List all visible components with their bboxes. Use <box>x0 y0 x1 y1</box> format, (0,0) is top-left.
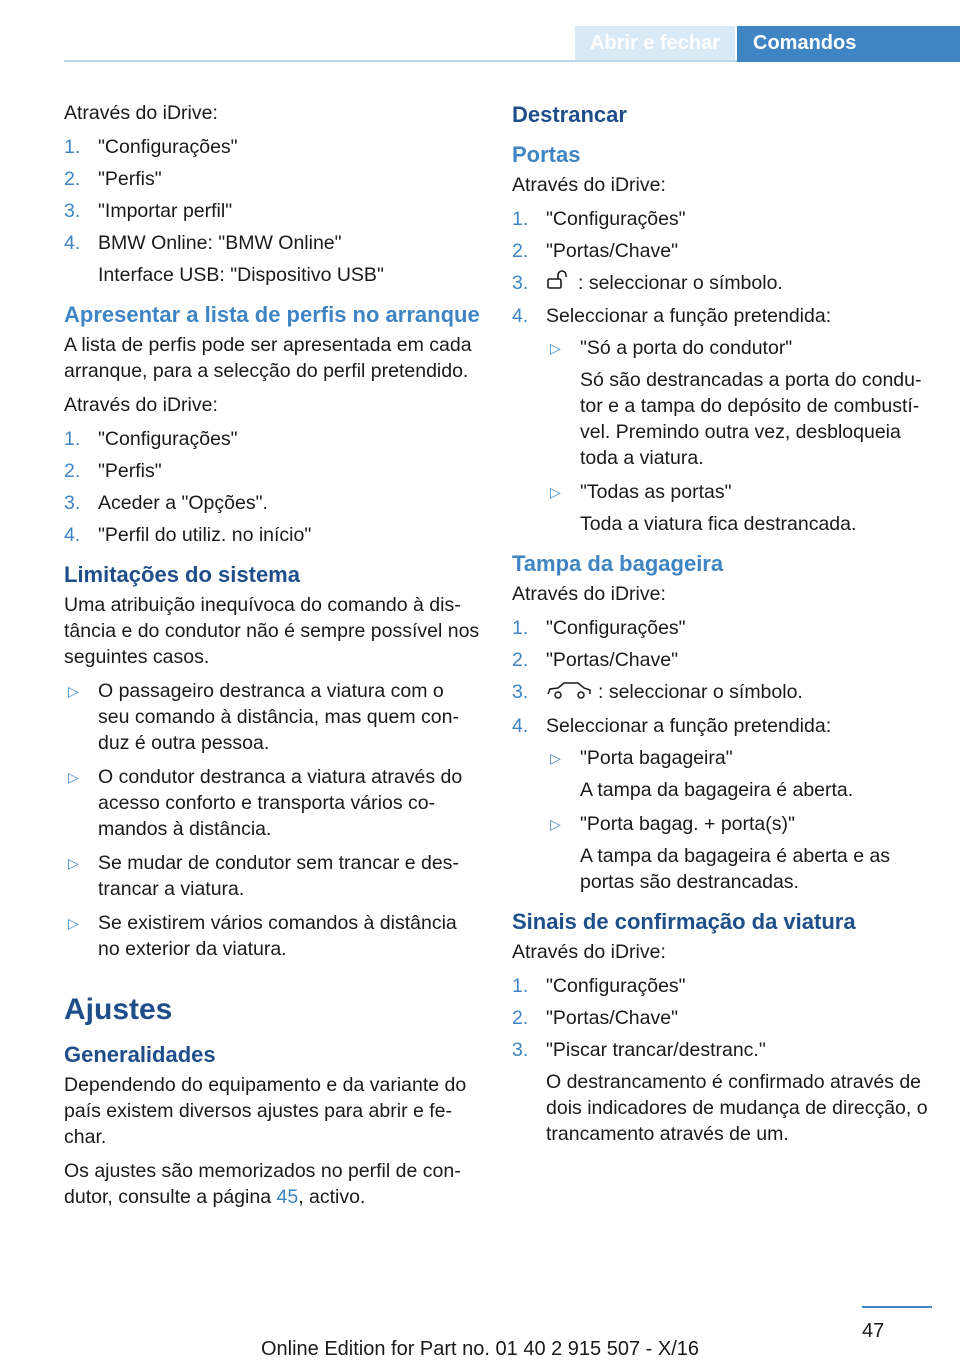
steps-list <box>64 426 480 548</box>
page-link[interactable]: 45 <box>276 1186 299 1208</box>
list-item: 1. "Configurações" <box>512 617 686 640</box>
section-heading: Destrancar <box>512 102 627 127</box>
list-item: ▷ O passageiro destranca a viatura com o seu comando à distância, mas quem conduz é outra pessoa. <box>68 680 459 754</box>
list-item: ▷ "Todas as portas" Toda a viatura fica destrancada. <box>550 481 857 536</box>
list-item: 4. Seleccionar a função pretendida: ▷ "Porta bagageira" A tampa da bagageira é aberta. ▷ "Porta bagag. + porta(s)" A tampa da bagageira é aberta e as portas são destrancadas. <box>512 713 932 895</box>
list-item: 2. "Perfis" <box>64 168 162 190</box>
page-number-rule <box>862 1306 932 1308</box>
list-item: 4. BMW Online: "BMW Online" Interface USB: "Dispositivo USB" <box>64 232 384 286</box>
list-item: ▷ "Porta bagageira" A tampa da bagageira é aberta. <box>550 746 854 801</box>
list-item: 3. "Importar perfil" <box>64 200 233 222</box>
subsection-heading: Portas <box>512 142 581 167</box>
list-item: 3. : seleccionar o símbolo. <box>512 679 932 706</box>
intro-text: Através do iDrive: <box>512 583 666 606</box>
list-item: 2. "Portas/Chave" <box>512 240 678 262</box>
list-item: ▷ Se existirem vários comandos à distância no exterior da viatura. <box>68 912 457 960</box>
list-item: 1. "Configurações" <box>64 136 238 158</box>
list-item: 1. "Configurações" <box>512 208 686 230</box>
steps-list <box>512 206 932 537</box>
section-heading: Sinais de confirmação da viatura <box>512 908 856 934</box>
intro-text: Através do iDrive: <box>64 102 218 124</box>
list-item: ▷ "Porta bagag. + porta(s)" A tampa da bagageira é aberta e as portas são destrancadas. <box>550 812 891 893</box>
section-heading: Apresentar a lista de perfis no arranque <box>64 302 480 327</box>
triangle-bullet-icon: ▷ <box>550 815 561 832</box>
chapter-heading: Ajustes <box>64 993 173 1026</box>
triangle-bullet-icon: ▷ <box>550 340 561 357</box>
car-icon <box>546 680 592 707</box>
list-item: 3. Aceder a "Opções". <box>64 492 268 514</box>
triangle-bullet-icon: ▷ <box>68 769 79 785</box>
triangle-bullet-icon: ▷ <box>68 683 79 699</box>
right-column <box>512 100 932 1157</box>
section-heading: Limitações do sistema <box>64 562 300 587</box>
triangle-bullet-icon: ▷ <box>68 855 79 871</box>
left-column <box>64 100 480 1218</box>
list-item: ▷ "Só a porta do condutor" Só são destrancadas a porta do condutor e a tampa do depósito de combustível. Premindo outra vez, desbloqueia toda a viatura. <box>550 337 922 470</box>
section-heading: Generalidades <box>64 1042 216 1067</box>
edition-footer: Online Edition for Part no. 01 40 2 915 507 - X/16 <box>260 1338 700 1360</box>
list-item: 2. "Portas/Chave" <box>512 1006 678 1029</box>
option-list <box>546 745 932 895</box>
option-list <box>546 335 932 537</box>
list-item: 4. "Perfil do utiliz. no início" <box>64 524 312 546</box>
tab-abrir-e-fechar[interactable]: Abrir e fechar <box>575 26 735 60</box>
steps-list <box>512 973 932 1147</box>
paragraph: A lista de perfis pode ser apresentada em cada arranque, para a selecção do perfil pretendido. <box>64 334 472 382</box>
subsection-heading: Tampa da bagageira <box>512 551 724 577</box>
list-item: 2. "Perfis" <box>64 460 162 482</box>
steps-list <box>512 615 932 894</box>
list-item: 1. "Configurações" <box>64 428 238 450</box>
list-item: 4. Seleccionar a função pretendida: ▷ "Só a porta do condutor" Só são destrancadas a porta do condutor e a tampa do depósito de combustível. Premindo outra vez, desbloqueia toda a viatura. ▷ "Todas as portas" Toda a viatura fica destrancada. <box>512 303 932 537</box>
list-item: ▷ Se mudar de condutor sem trancar e destrancar a viatura. <box>68 852 459 900</box>
triangle-bullet-icon: ▷ <box>550 484 561 501</box>
list-item: 2. "Portas/Chave" <box>512 649 678 672</box>
triangle-bullet-icon: ▷ <box>550 749 561 766</box>
intro-text: Através do iDrive: <box>512 940 666 963</box>
list-item: ▷ O condutor destranca a viatura através do acesso conforto e transporta vários comandos à distância. <box>68 766 463 840</box>
list-item: 3. : seleccionar o símbolo. <box>512 270 932 297</box>
page-number: 47 <box>862 1320 885 1342</box>
unlock-icon <box>546 270 572 297</box>
intro-text: Através do iDrive: <box>64 394 218 416</box>
steps-list <box>64 134 480 288</box>
triangle-bullet-icon: ▷ <box>68 915 79 931</box>
tab-comandos[interactable]: Comandos <box>737 26 960 62</box>
paragraph: Os ajustes são memorizados no perfil de condutor, consulte a página 45, activo. <box>64 1160 461 1208</box>
list-item: 3. "Piscar trancar/destranc." O destrancamento é confirmado através de dois indicadores de mudança de direcção, o trancamento através de um. <box>512 1038 928 1145</box>
paragraph: Uma atribuição inequívoca do comando à distância e do condutor não é sempre possível nos seguintes casos. <box>64 594 480 668</box>
paragraph: Dependendo do equipamento e da variante do país existem diversos ajustes para abrir e fechar. <box>64 1074 467 1148</box>
intro-text: Através do iDrive: <box>512 174 666 196</box>
list-item: 1. "Configurações" <box>512 974 686 997</box>
bullet-list <box>64 678 480 962</box>
